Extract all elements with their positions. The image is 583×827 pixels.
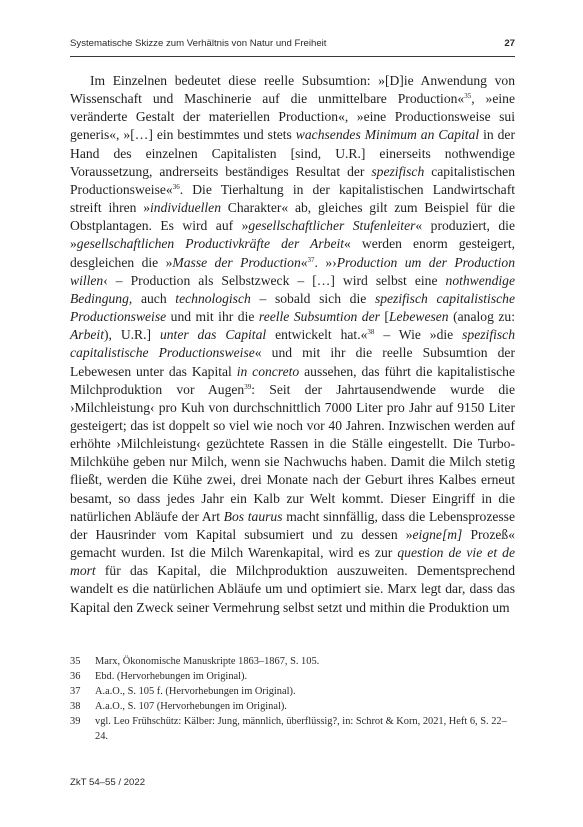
- footnote-text: Marx, Ökonomische Manuskripte 1863–1867, S. 105.: [95, 656, 320, 667]
- footnote-number: 36: [70, 671, 81, 682]
- text-run: , auch: [128, 290, 176, 306]
- text-run: Charakter« ab, gleiches gilt zum Beispiel für die Obstplantagen. Es wird auf »: [70, 200, 515, 234]
- text-run: [: [379, 309, 389, 325]
- footnote: [70, 714, 515, 744]
- text-run: für das Kapital, die Milchproduktion auszuweiten. Dementsprechend wandelt es die natürlichen Abläufe um und optimiert sie. Marx legt dar, dass das Kapital den Zweck seiner Vermehrung selbst setzt und mithin die Produktion um: [70, 563, 515, 615]
- footnote: [70, 654, 515, 669]
- footnote-ref: 37: [307, 255, 315, 264]
- footnotes: [70, 654, 515, 744]
- emphasis-run: spezifisch capitalistische Productionsweise: [70, 290, 515, 325]
- footnote-text: A.a.O., S. 107 (Hervorhebungen im Original).: [95, 701, 287, 712]
- footnote-text: A.a.O., S. 105 f. (Hervorhebungen im Original).: [95, 686, 296, 697]
- footnote-text: Ebd. (Hervorhebungen im Original).: [95, 671, 248, 682]
- journal-footer: ZkT 54–55 / 2022: [70, 777, 146, 788]
- running-header: [70, 38, 515, 52]
- emphasis-run: gesellschaftlichen Productivkräfte der Arbeit: [76, 236, 345, 252]
- emphasis-run: wachsendes Minimum an Capital: [295, 127, 480, 143]
- text-run: « und mit ihr die reelle Subsumtion der Lebewesen unter das Kapital: [70, 345, 515, 379]
- footnote-number: 35: [70, 656, 81, 667]
- emphasis-run: in concreto: [236, 363, 300, 379]
- text-run: und mit ihr die: [166, 309, 259, 325]
- emphasis-run: Bos taurus: [223, 508, 283, 524]
- footnote: [70, 699, 515, 714]
- footnote-ref: 38: [367, 328, 375, 337]
- text-run: Im Einzelnen bedeutet diese reelle Subsumtion: »[D]ie Anwendung von Wissenschaft und Maschinerie auf die unmittelbare Production«: [70, 73, 515, 107]
- text-run: aussehen, das führt die kapitalistische Milchproduktion vor Augen: [70, 363, 516, 397]
- text-run: « produziert, die »: [70, 218, 515, 252]
- emphasis-run: Arbeit: [70, 327, 104, 343]
- footnote-ref: 36: [172, 182, 180, 191]
- footnote: [70, 684, 515, 699]
- text-run: , »eine veränderte Gestalt der materiellen Production«, »eine Productionsweise sui generis«, »[…] ein bestimmtes und stets: [70, 91, 515, 143]
- text-run: : Seit der Jahrtausendwende wurde die ›Milchleistung‹ pro Kuh von durchschnittlich 7000 Liter pro Jahr auf 9150 Liter gesteigert; das ist doppelt so viel wie noch vor 40 Jahren. Inzwischen werden auf erhöhte ›Milchleistung‹ gezüchtete Rassen in die Ställe eingestellt. Die Turbo-Milchkühe geben nur Milch, wenn sie Nachwuchs haben. Damit die Milch stetig fließt, werden die Kühe zwei, drei Monate nach der Geburt ihres Kalbes erneut besamt, so dass jedes Jahr ein Kalb zur Welt kommt. Dieser Eingriff in die natürlichen Abläufe der Art: [70, 381, 515, 524]
- footnote-number: 37: [70, 686, 81, 697]
- footnote-number: 39: [70, 716, 81, 727]
- text-run: – sobald sich die: [250, 290, 375, 306]
- header-rule: [70, 56, 515, 57]
- footnote-ref: 35: [464, 92, 472, 101]
- emphasis-run: spezifisch capitalistische Productionsweise: [70, 327, 515, 361]
- emphasis-run: eigne[m]: [412, 526, 463, 542]
- body-text: [70, 72, 515, 617]
- emphasis-run: question de vie et de mort: [70, 545, 516, 579]
- main-paragraph: [70, 72, 515, 617]
- emphasis-run: unter das Capital: [159, 327, 267, 343]
- emphasis-run: Lebewesen: [388, 309, 449, 325]
- emphasis-run: individuellen: [150, 200, 221, 216]
- text-run: Prozeß« gemacht wurden. Ist die Milch Warenkapital, wird es zur: [70, 526, 515, 561]
- emphasis-run: reelle Subsumtion der: [258, 309, 380, 325]
- text-run: . »›: [314, 254, 337, 270]
- emphasis-run: nothwendige Bedingung: [70, 272, 515, 306]
- text-run: in der Hand des einzelnen Capitalisten [sind, U.R.] einerseits nothwendige Voraussetzung, andrerseits beständiges Resultat der: [70, 127, 515, 179]
- footnote-number: 38: [70, 701, 81, 712]
- text-run: ‹ – Production als Selbstzweck – […] wird selbst eine: [103, 272, 446, 288]
- text-run: « werden enorm gesteigert, desgleichen die »: [70, 236, 516, 270]
- running-title: Systematische Skizze zum Verhältnis von Natur und Freiheit: [70, 38, 327, 49]
- emphasis-run: Production um der Production willen: [70, 254, 515, 288]
- page-number: 27: [504, 38, 515, 49]
- emphasis-run: technologisch: [175, 290, 251, 306]
- text-run: ), U.R.]: [103, 327, 160, 343]
- text-run: capitalistischen Productionsweise«: [70, 163, 515, 197]
- text-run: (analog zu:: [448, 309, 515, 325]
- emphasis-run: gesellschaftlicher Stufenleiter: [248, 218, 416, 234]
- text-run: entwickelt hat.«: [266, 327, 368, 343]
- footnote-ref: 39: [244, 382, 252, 391]
- text-run: . Die Tierhaltung in der kapitalistischen Landwirtschaft streift ihren »: [70, 181, 515, 216]
- emphasis-run: Masse der Production: [172, 254, 301, 270]
- text-run: – Wie »die: [374, 327, 463, 343]
- text-run: «: [300, 254, 308, 270]
- text-run: macht sinnfällig, dass die Lebensprozesse der Hausrinder vom Kapital subsumiert und zu dessen »: [70, 508, 516, 542]
- emphasis-run: spezifisch: [371, 163, 425, 179]
- footnote: [70, 669, 515, 684]
- footnote-text: vgl. Leo Frühschütz: Kälber: Jung, männlich, überflüssig?, in: Schrot & Korn, 2021, Heft 6, S. 22–24.: [95, 716, 507, 742]
